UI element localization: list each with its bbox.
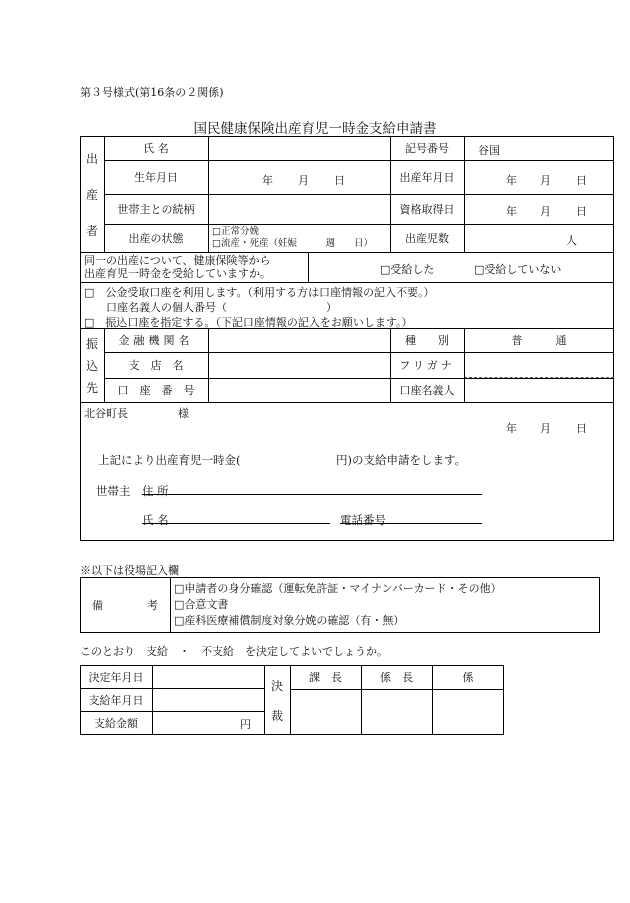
phone-label: 電話番号	[340, 513, 386, 527]
signer-name-label: 氏 名	[142, 513, 169, 527]
birth-day: 日	[334, 174, 345, 187]
received-checkbox[interactable]: □受給した	[380, 263, 435, 276]
qualify-label: 資格取得日	[399, 203, 455, 216]
agreement-checkbox[interactable]: □合意文書	[174, 598, 229, 611]
status-miscarriage-checkbox[interactable]: □流産・死産（妊娠 週 日）	[212, 238, 373, 249]
account-type-label: 種 別	[405, 334, 449, 347]
my-number-field[interactable]: 口座名義人の個人番号（ ）	[106, 301, 337, 314]
child-count-label: 出産児数	[405, 232, 449, 245]
pay-date-field[interactable]	[152, 688, 264, 711]
branch-label: 支 店 名	[128, 359, 184, 372]
subchief-label: 係 長	[380, 671, 413, 684]
amount-field[interactable]	[242, 452, 330, 466]
statement-suffix: 円)の支給申請をします。	[336, 453, 467, 467]
statement-prefix: 上記により出産育児一時金(	[98, 453, 241, 467]
bank-name-label: 金融機関名	[118, 334, 194, 347]
staff-stamp-field[interactable]	[432, 689, 504, 735]
transfer-section-label: 振 込 先	[85, 336, 98, 395]
birth-year: 年	[262, 174, 273, 187]
form-title: 国民健康保険出産育児一時金支給申請書	[193, 121, 437, 137]
address-label: 住 所	[142, 484, 169, 498]
pay-amount-unit: 円	[240, 718, 251, 731]
obstetric-check-checkbox[interactable]: □産科医療補償制度対象分娩の確認（有・無）	[174, 614, 405, 627]
request-year: 年	[506, 422, 517, 435]
other-insurance-question: 同一の出産について、健康保険等から 出産育児一時金を受給していますか。	[84, 254, 271, 280]
name-field[interactable]	[208, 136, 390, 160]
branch-field[interactable]	[208, 352, 390, 378]
account-type-value[interactable]: 普 通	[511, 334, 567, 347]
pay-date-label: 支給年月日	[88, 693, 144, 707]
status-normal-checkbox[interactable]: □正常分娩	[212, 226, 259, 237]
identity-check-checkbox[interactable]: □申請者の身分確認（運転免許証・マイナンバーカード・その他）	[174, 582, 502, 595]
relation-label: 世帯主との続柄	[117, 203, 195, 216]
office-note: ※以下は役場記入欄	[80, 564, 179, 577]
kessai-label: 決 裁	[270, 678, 283, 723]
householder-label: 世帯主	[96, 484, 131, 498]
form-number: 第３号様式(第16条の２関係)	[80, 86, 224, 99]
birthdate-month: 月	[540, 174, 551, 187]
birthdate-day: 日	[576, 174, 587, 187]
sama-label: 様	[178, 407, 189, 420]
applicant-section-label: 出 産 者	[85, 151, 98, 238]
kigou-label: 記号番号	[405, 142, 449, 155]
decide-date-label: 決定年月日	[88, 670, 144, 684]
account-holder-label: 口座名義人	[399, 384, 455, 397]
remarks-label: 備 考	[92, 599, 158, 612]
birthdate-label: 出産年月日	[399, 171, 455, 184]
subchief-stamp-field[interactable]	[361, 689, 432, 735]
qualify-day: 日	[576, 205, 587, 218]
decision-statement: このとおり 支給 ・ 不支給 を決定してよいでしょうか。	[80, 645, 388, 658]
bank-name-field[interactable]	[208, 328, 390, 352]
birthdate-year: 年	[506, 174, 517, 187]
address-line[interactable]	[142, 494, 482, 495]
phone-line[interactable]	[340, 523, 482, 524]
account-number-label: 口 座 番 号	[117, 384, 195, 397]
not-received-checkbox[interactable]: □受給していない	[474, 263, 562, 276]
request-month: 月	[540, 422, 551, 435]
birth-month: 月	[298, 174, 309, 187]
kigou-value[interactable]: 谷国	[478, 144, 500, 157]
qualify-year: 年	[506, 205, 517, 218]
staff-label: 係	[462, 671, 474, 684]
furigana-field[interactable]	[464, 352, 614, 377]
furigana-label: フリガナ	[399, 359, 455, 372]
public-account-checkbox[interactable]: □ 公金受取口座を利用します。（利用する方は口座情報の記入不要。）	[84, 286, 435, 299]
account-holder-field[interactable]	[464, 378, 614, 402]
birth-label: 生年月日	[134, 171, 178, 184]
qualify-month: 月	[540, 205, 551, 218]
designate-account-checkbox[interactable]: □ 振込口座を指定する。（下記口座情報の記入をお願いします。）	[84, 316, 413, 329]
pay-amount-label: 支給金額	[94, 717, 138, 730]
mayor-label: 北谷町長	[84, 407, 128, 420]
chief-label: 課 長	[309, 671, 342, 684]
status-label: 出産の状態	[128, 232, 184, 245]
child-count-unit: 人	[566, 234, 577, 247]
request-day: 日	[576, 422, 587, 435]
relation-field[interactable]	[208, 194, 390, 224]
decide-date-field[interactable]	[152, 665, 264, 688]
chief-stamp-field[interactable]	[290, 689, 361, 735]
signer-name-line[interactable]	[142, 523, 330, 524]
name-label: 氏 名	[143, 142, 169, 155]
account-number-field[interactable]	[208, 378, 390, 402]
